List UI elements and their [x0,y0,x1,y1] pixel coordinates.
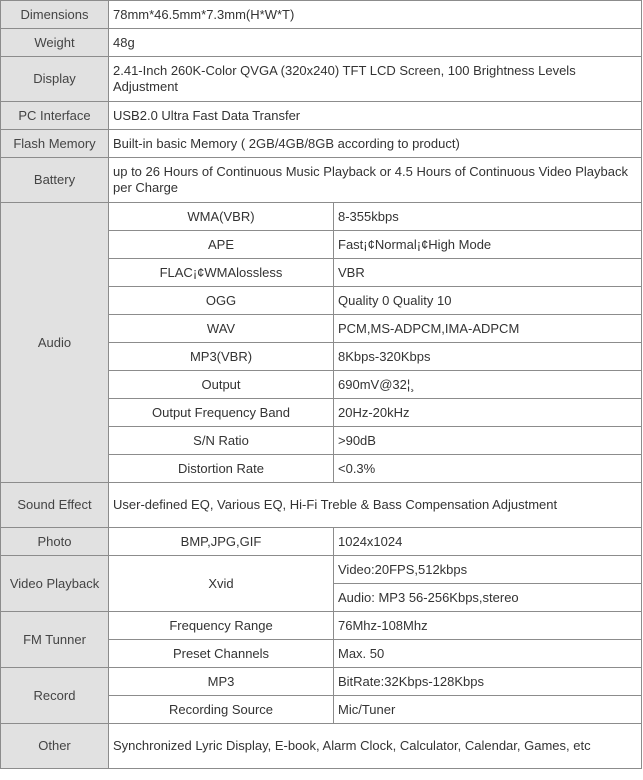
spec-label-video: Video Playback [1,556,109,612]
spec-label-dimensions: Dimensions [1,1,109,29]
audio-format-value: 8Kbps-320Kbps [334,343,642,371]
spec-label-battery: Battery [1,158,109,203]
audio-format-value: >90dB [334,427,642,455]
spec-row-display [1,57,642,102]
spec-row-flash-memory [1,130,642,158]
audio-format-value: 690mV@32¦¸ [334,371,642,399]
spec-value-flash-memory: Built-in basic Memory ( 2GB/4GB/8GB according to product) [109,130,642,158]
audio-format-value: <0.3% [334,455,642,483]
spec-label-pc-interface: PC Interface [1,102,109,130]
video-format: Xvid [109,556,334,612]
spec-row-video [1,556,642,584]
video-spec: Video:20FPS,512kbps [334,556,642,584]
spec-label-other: Other [1,724,109,769]
audio-format-value: 8-355kbps [334,203,642,231]
audio-row [1,203,642,231]
fm-row [1,612,642,640]
spec-row-pc-interface [1,102,642,130]
spec-value-battery: up to 26 Hours of Continuous Music Playback or 4.5 Hours of Continuous Video Playback per Charge [109,158,642,203]
audio-format-value: VBR [334,259,642,287]
record-row [1,668,642,696]
audio-format-value: Fast¡¢Normal¡¢High Mode [334,231,642,259]
fm-item-value: Max. 50 [334,640,642,668]
audio-format-name: WAV [109,315,334,343]
audio-format-value: PCM,MS-ADPCM,IMA-ADPCM [334,315,642,343]
spec-row-battery [1,158,642,203]
audio-format-value: Quality 0 Quality 10 [334,287,642,315]
spec-label-sound-effect: Sound Effect [1,483,109,528]
audio-format-name: OGG [109,287,334,315]
audio-format-name: APE [109,231,334,259]
spec-row-dimensions [1,1,642,29]
spec-label-flash-memory: Flash Memory [1,130,109,158]
record-item-name: MP3 [109,668,334,696]
audio-format-name: Output Frequency Band [109,399,334,427]
spec-value-display: 2.41-Inch 260K-Color QVGA (320x240) TFT LCD Screen, 100 Brightness Levels Adjustment [109,57,642,102]
spec-value-dimensions: 78mm*46.5mm*7.3mm(H*W*T) [109,1,642,29]
spec-row-weight [1,29,642,57]
record-item-value: BitRate:32Kbps-128Kbps [334,668,642,696]
audio-format-name: Output [109,371,334,399]
video-audio-spec: Audio: MP3 56-256Kbps,stereo [334,584,642,612]
record-item-name: Recording Source [109,696,334,724]
spec-value-sound-effect: User-defined EQ, Various EQ, Hi-Fi Treble & Bass Compensation Adjustment [109,483,642,528]
photo-formats: BMP,JPG,GIF [109,528,334,556]
spec-label-photo: Photo [1,528,109,556]
spec-row-photo [1,528,642,556]
audio-format-name: S/N Ratio [109,427,334,455]
spec-value-pc-interface: USB2.0 Ultra Fast Data Transfer [109,102,642,130]
audio-format-name: Distortion Rate [109,455,334,483]
fm-item-name: Frequency Range [109,612,334,640]
spec-label-record: Record [1,668,109,724]
spec-value-other: Synchronized Lyric Display, E-book, Alarm Clock, Calculator, Calendar, Games, etc [109,724,642,769]
spec-label-audio: Audio [1,203,109,483]
spec-label-display: Display [1,57,109,102]
spec-value-weight: 48g [109,29,642,57]
spec-label-weight: Weight [1,29,109,57]
record-item-value: Mic/Tuner [334,696,642,724]
audio-format-name: MP3(VBR) [109,343,334,371]
fm-item-name: Preset Channels [109,640,334,668]
audio-format-name: WMA(VBR) [109,203,334,231]
spec-row-other [1,724,642,769]
spec-row-sound-effect [1,483,642,528]
spec-label-fm: FM Tunner [1,612,109,668]
audio-format-value: 20Hz-20kHz [334,399,642,427]
fm-item-value: 76Mhz-108Mhz [334,612,642,640]
audio-format-name: FLAC¡¢WMAlossless [109,259,334,287]
photo-resolution: 1024x1024 [334,528,642,556]
